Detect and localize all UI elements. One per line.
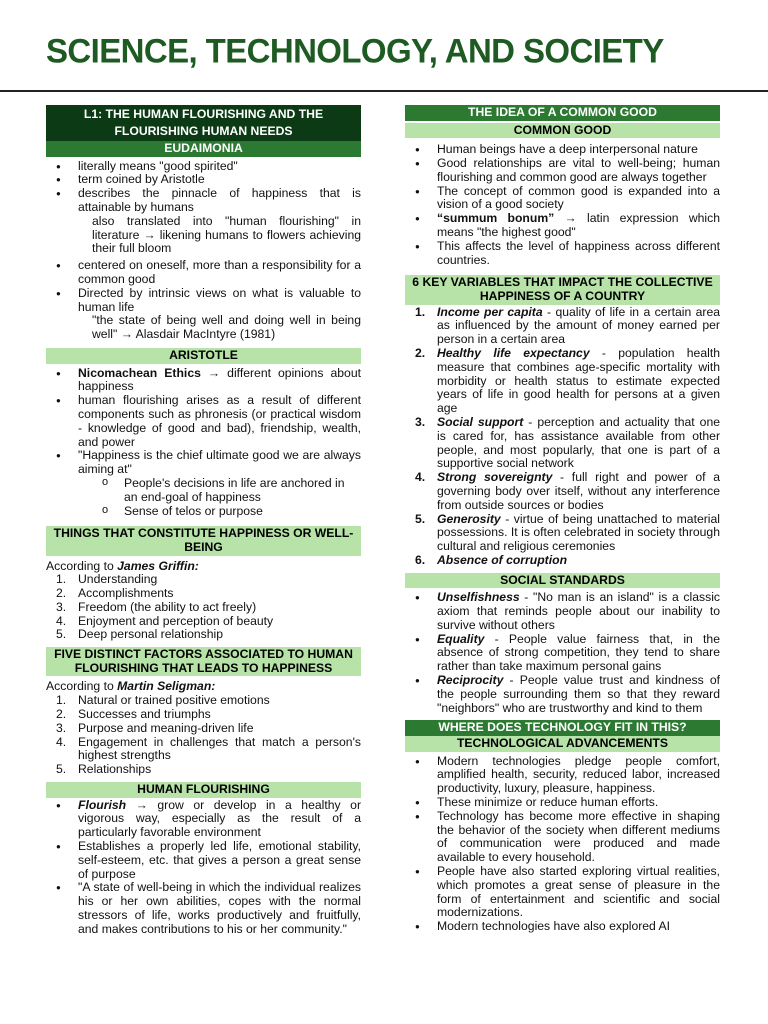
- list-item: ● People have also started exploring virtual realities, which promotes a great sense of pleasure in the form of entertainment and scientific and social modernizations.: [405, 865, 720, 920]
- list-item: 1. Natural or trained positive emotions: [56, 693, 270, 708]
- list-item: 1. Understanding: [56, 572, 158, 587]
- list-item: ● The concept of common good is expanded into a vision of a good society: [405, 185, 720, 213]
- list-item: 3. Purpose and meaning-driven life: [56, 720, 254, 735]
- aristotle-list: [46, 367, 361, 477]
- list-item: ● term coined by Aristotle: [46, 173, 361, 187]
- list-item: ● These minimize or reduce human efforts.: [405, 796, 720, 810]
- seligman-intro: According to Martin Seligman:: [46, 679, 216, 694]
- list-item: ● Technology has become more effective in shaping the behavior of the society when different mediums of communication were produced and made available to every household.: [405, 810, 720, 865]
- technology-title: WHERE DOES TECHNOLOGY FIT IN THIS?: [405, 720, 720, 736]
- list-item: ● Modern technologies pledge people comfort, amplified health, security, reduced labor, increased productivity, luxury, pleasure, happiness.: [405, 755, 720, 796]
- griffin-list: [46, 573, 361, 642]
- list-item: 3. Social support - perception and actuality that one is cared for, has assistance available from other people, and most popularly, that one is part of a supportive social network: [415, 414, 721, 471]
- left-column: [46, 105, 361, 942]
- list-item: 2. Healthy life expectancy - population health measure that combines age-specific mortality with morbidity or health status to estimate expected years of life in good health for persons at a given age: [415, 345, 720, 416]
- list-item: 3. Freedom (the ability to act freely): [56, 599, 257, 614]
- eudaimonia-subnote: also translated into "human flourishing" in literature → likening humans to flowers achieving their full bloom: [92, 213, 361, 256]
- list-item: ● Unselfishness - "No man is an island" is a classic axiom that reminds people about our inability to survive without others: [405, 591, 720, 632]
- common-good-title: THE IDEA OF A COMMON GOOD: [405, 105, 720, 121]
- standards-header: SOCIAL STANDARDS: [405, 573, 720, 589]
- list-item: 5. Generosity - virtue of being unattached to material possessions. It is often celebrated in society through cultural and religious ceremonies: [415, 511, 720, 554]
- flourishing-list: [46, 799, 361, 937]
- list-item: ● literally means "good spirited": [46, 160, 361, 174]
- list-item: ● This affects the level of happiness across different countries.: [405, 240, 720, 268]
- list-item: 4. Strong sovereignty - full right and power of a governing body over itself, without any interference from outside sources or bodies: [415, 470, 721, 512]
- list-item: ● Flourish → grow or develop in a healthy or vigorous way, especially as the result of a particularly favorable environment: [46, 799, 361, 840]
- technology-header: TECHNOLOGICAL ADVANCEMENTS: [405, 736, 720, 752]
- variables-header: 6 KEY VARIABLES THAT IMPACT THE COLLECTIVE HAPPINESS OF A COUNTRY: [405, 275, 720, 304]
- list-item: ● Establishes a properly led life, emotional stability, self-esteem, etc. that gives a person a great sense of purpose: [46, 840, 361, 881]
- seligman-list: [46, 694, 361, 777]
- griffin-header: THINGS THAT CONSTITUTE HAPPINESS OR WELL-BEING: [46, 526, 361, 555]
- eudaimonia-header: EUDAIMONIA: [46, 141, 361, 157]
- list-item: ● "Happiness is the chief ultimate good we are always aiming at": [46, 449, 361, 477]
- list-item: ● describes the pinnacle of happiness that is attainable by humans: [46, 187, 361, 215]
- list-item: ● Equality - People value fairness that, in the absence of strong competition, they tend to share rather than take maximum personal gains: [405, 633, 720, 674]
- list-item: 1. Income per capita - quality of life in a certain area as influenced by the amount of money earned per person in a certain area: [415, 304, 720, 347]
- list-item: 4. Engagement in challenges that match a person's highest strengths: [56, 734, 361, 763]
- standards-list: [405, 591, 720, 715]
- list-item: o People's decisions in life are anchored in an end-goal of happiness: [46, 477, 361, 505]
- title-rule: [0, 90, 768, 92]
- list-item: ● "A state of well-being in which the individual realizes his or her own abilities, copes with the normal stressors of life, works productively and fruitfully, and makes contributions to his or her community.": [46, 881, 361, 936]
- common-good-header: COMMON GOOD: [405, 123, 720, 139]
- right-column: [405, 105, 720, 939]
- list-item: ● Human beings have a deep interpersonal nature: [405, 143, 720, 157]
- document-title: SCIENCE, TECHNOLOGY, AND SOCIETY: [46, 31, 664, 70]
- griffin-intro: According to James Griffin:: [46, 558, 199, 573]
- list-item: 2. Successes and triumphs: [56, 707, 211, 722]
- list-item: ● Nicomachean Ethics → different opinions about happiness: [46, 367, 361, 395]
- list-item: ● Reciprocity - People value trust and kindness of the people surrounding them so that they reward "neighbors" who are trustworthy and kind to them: [405, 674, 720, 715]
- list-item: ● “summum bonum” → latin expression which means "the highest good": [405, 212, 720, 240]
- list-item: 6. Absence of corruption: [415, 552, 568, 567]
- lesson-header: L1: THE HUMAN FLOURISHING AND THE FLOURISHING HUMAN NEEDS: [46, 105, 361, 141]
- variables-list: [405, 306, 720, 568]
- list-item: ● human flourishing arises as a result of different components such as phronesis (or practical wisdom - knowledge of good and bad), friendship, wealth, and power: [46, 394, 361, 449]
- list-item: ● Good relationships are vital to well-being; human flourishing and common good are always together: [405, 157, 720, 185]
- eudaimonia-list: [46, 160, 361, 215]
- flourishing-header: HUMAN FLOURISHING: [46, 782, 361, 798]
- list-item: ● Modern technologies have also explored AI: [405, 920, 720, 934]
- list-item: 2. Accomplishments: [56, 586, 174, 601]
- technology-list: [405, 755, 720, 934]
- list-item: ● centered on oneself, more than a responsibility for a common good: [46, 259, 361, 287]
- common-good-list: [405, 143, 720, 267]
- list-item: 5. Relationships: [56, 762, 152, 777]
- list-item: 4. Enjoyment and perception of beauty: [56, 613, 274, 628]
- aristotle-header: ARISTOTLE: [46, 348, 361, 364]
- macintyre-quote: "the state of being well and doing well in being well" → Alasdair MacIntyre (1981): [92, 313, 361, 342]
- seligman-header: FIVE DISTINCT FACTORS ASSOCIATED TO HUMAN FLOURISHING THAT LEADS TO HAPPINESS: [46, 647, 361, 676]
- list-item: ● Directed by intrinsic views on what is valuable to human life: [46, 287, 361, 315]
- aristotle-sublist: [46, 477, 361, 518]
- eudaimonia-list-2: [46, 259, 361, 314]
- list-item: 5. Deep personal relationship: [56, 627, 223, 642]
- list-item: o Sense of telos or purpose: [46, 505, 361, 519]
